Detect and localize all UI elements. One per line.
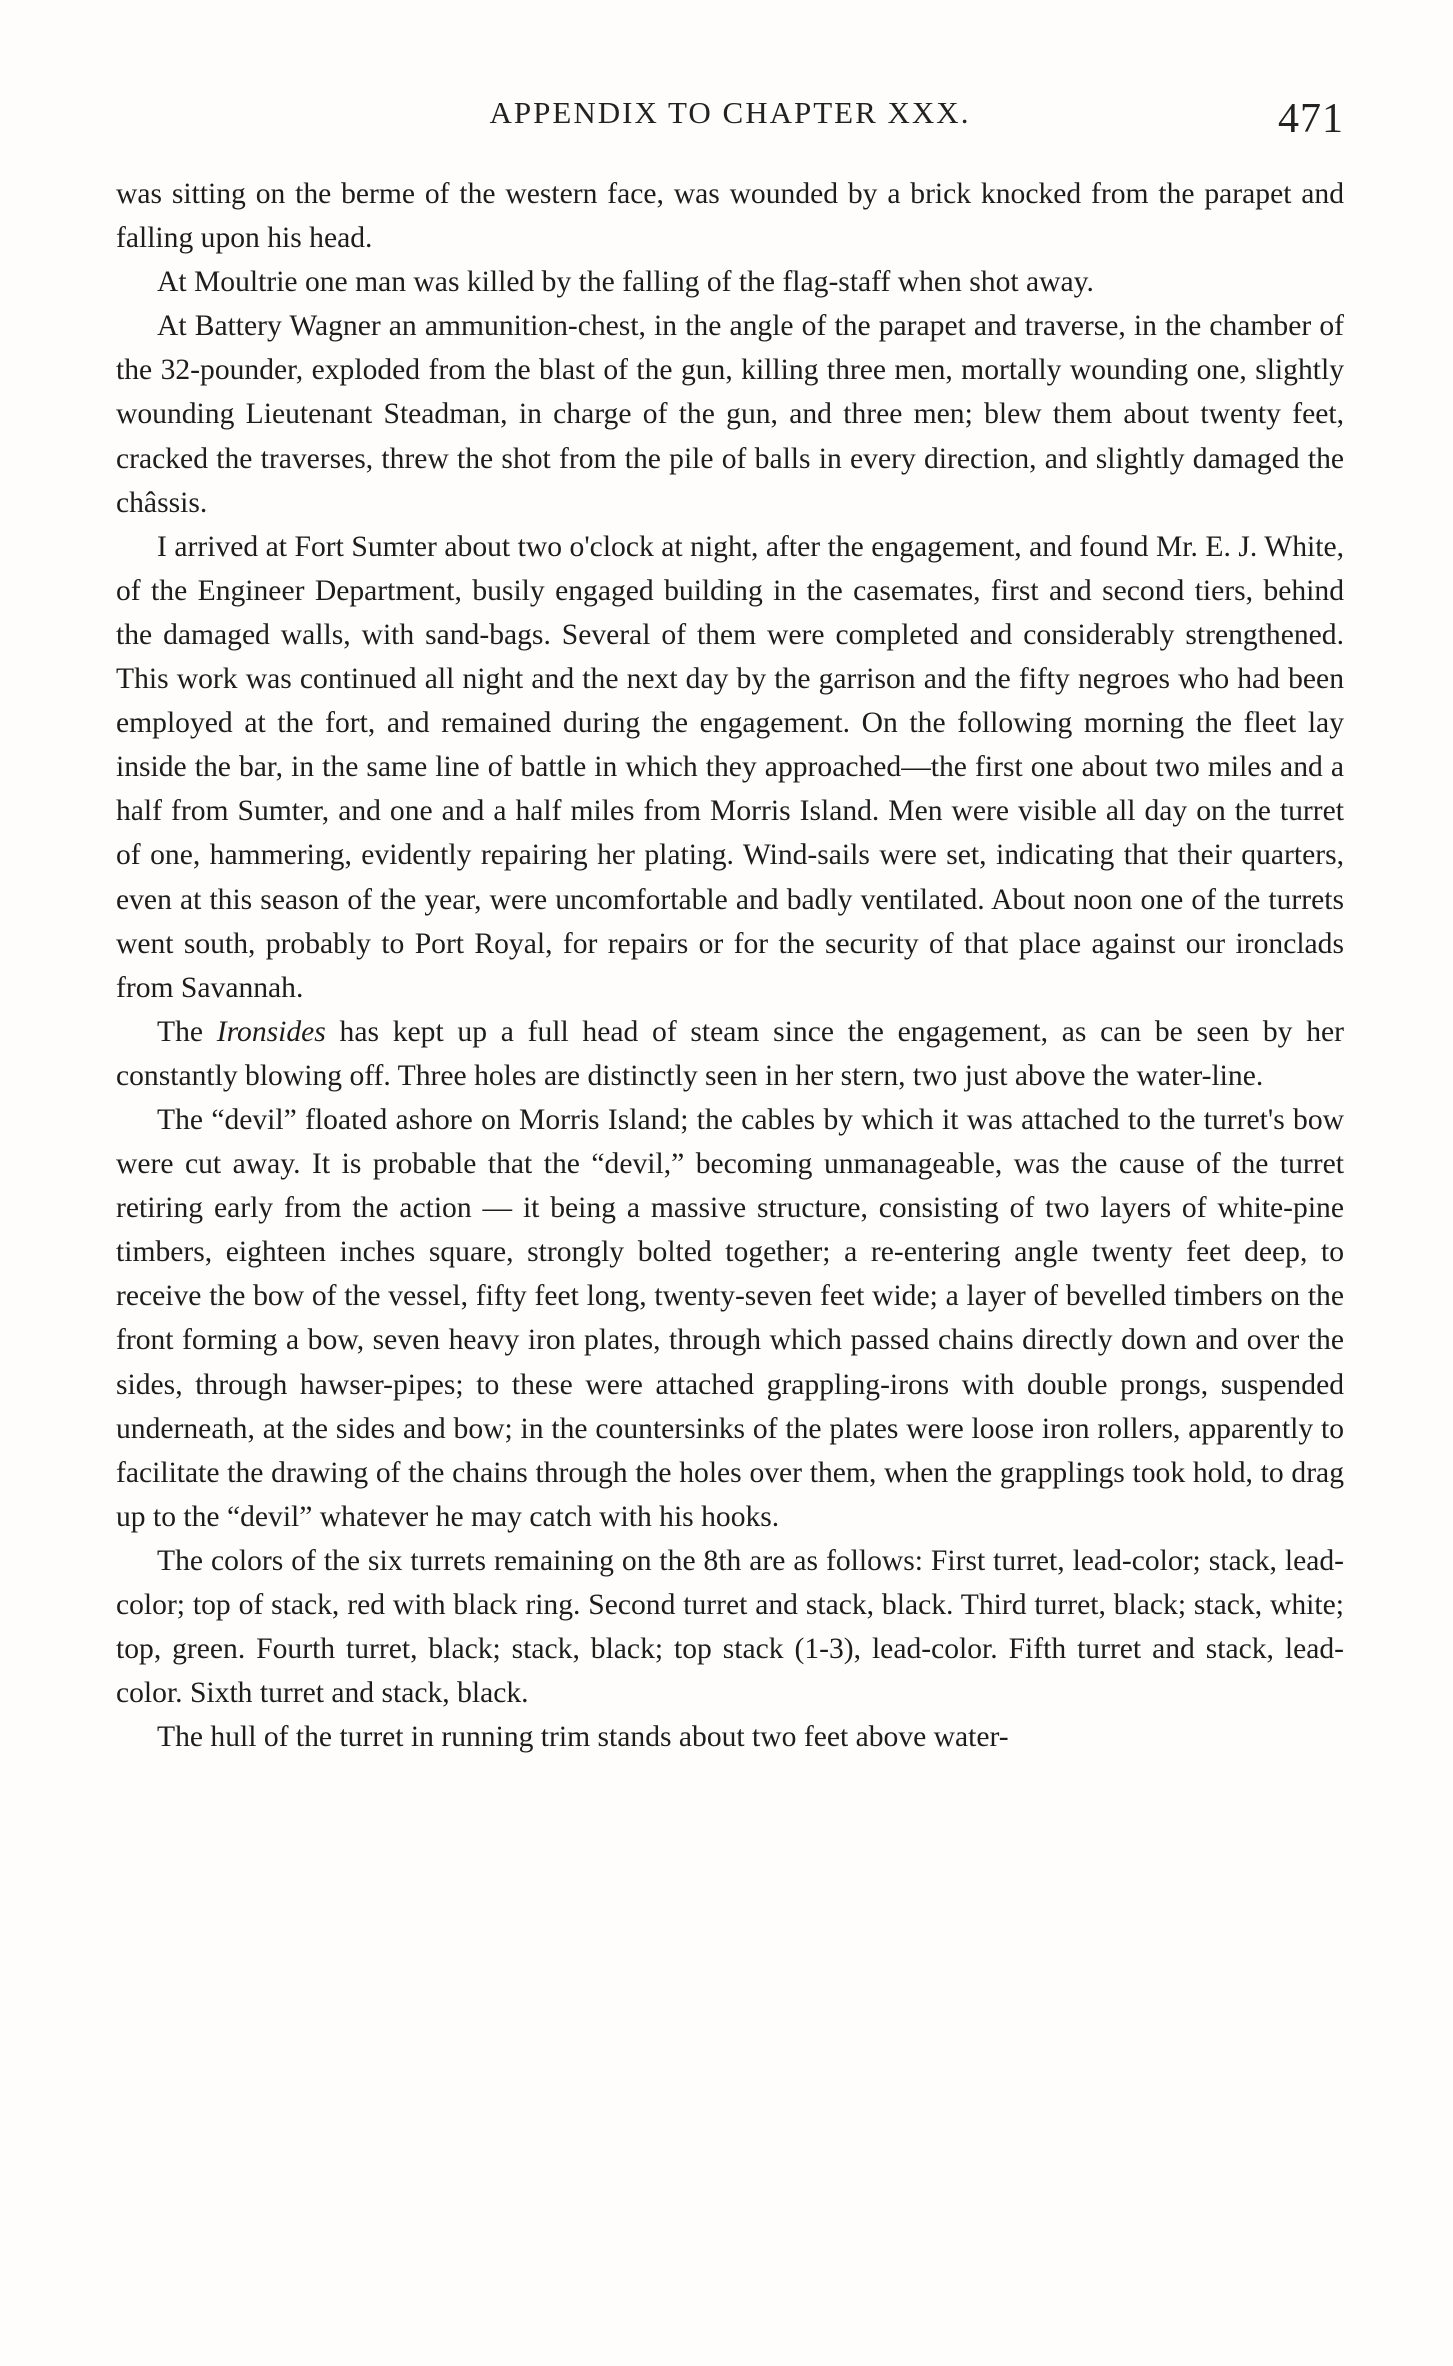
paragraph-7: The colors of the six turrets remaining on the 8th are as follows: First turret, lead-color; stack, lead-color; top of stack, red with black ring. Second turret and stack, black. Third turret, black; stack, white; top, green. Fourth turret, black; stack, black; top stack (1-3), lead-color. Fifth turret and stack, lead-color. Sixth turret and stack, black. (116, 1544, 1344, 1710)
paragraph-1: was sitting on the berme of the western face, was wounded by a brick knocked from the parapet and falling upon his head. (116, 178, 1344, 255)
page-number: 471 (1278, 96, 1344, 142)
paragraph-3: At Battery Wagner an ammunition-chest, in the angle of the parapet and traverse, in the chamber of the 32-pounder, exploded from the blast of the gun, killing three men, mortally wounding one, slightly wounding Lieutenant Steadman, in charge of the gun, and three men; blew them about twenty feet, cracked the traverses, threw the shot from the pile of balls in every direction, and slightly damaged the châssis. (116, 310, 1344, 519)
paragraph-5-rest: has kept up a full head of steam since the engagement, as can be seen by her constantly blowing off. Three holes are distinctly seen in her stern, two just above the water-line. (116, 1015, 1344, 1092)
body-text (116, 172, 1344, 1759)
page-header (116, 95, 1344, 145)
paragraph-8: The hull of the turret in running trim stands about two feet above water- (157, 1721, 1009, 1754)
running-head: APPENDIX TO CHAPTER XXX. (489, 95, 971, 130)
paragraph-4: I arrived at Fort Sumter about two o'clock at night, after the engagement, and found Mr. E. J. White, of the Engineer Department, busily engaged building in the casemates, first and second tiers, behind the damaged walls, with sand-bags. Several of them were completed and considerably strengthened. This work was continued all night and the next day by the garrison and the fifty negroes who had been employed at the fort, and remained during the engagement. On the following morning the fleet lay inside the bar, in the same line of battle in which they approached—the first one about two miles and a half from Sumter, and one and a half miles from Morris Island. Men were visible all day on the turret of one, hammering, evidently repairing her plating. Wind-sails were set, indicating that their quarters, even at this season of the year, were uncomfortable and badly ventilated. About noon one of the turrets went south, probably to Port Royal, for repairs or for the security of that place against our ironclads from Savannah. (116, 530, 1344, 1004)
paragraph-6: The “devil” floated ashore on Morris Island; the cables by which it was attached to the turret's bow were cut away. It is probable that the “devil,” becoming unmanageable, was the cause of the turret retiring early from the action — it being a massive structure, consisting of two layers of white-pine timbers, eighteen inches square, strongly bolted together; a re-entering angle twenty feet deep, to receive the bow of the vessel, fifty feet long, twenty-seven feet wide; a layer of bevelled timbers on the front forming a bow, seven heavy iron plates, through which passed chains directly down and over the sides, through hawser-pipes; to these were attached grappling-irons with double prongs, suspended underneath, at the sides and bow; in the countersinks of the plates were loose iron rollers, apparently to facilitate the drawing of the chains through the holes over them, when the grapplings took hold, to drag up to the “devil” whatever he may catch with his hooks. (116, 1103, 1344, 1533)
ship-name-ironsides: Ironsides (216, 1015, 326, 1048)
paragraph-5 (116, 1010, 1344, 1098)
paragraph-5-lead: The (157, 1015, 217, 1048)
paragraph-2: At Moultrie one man was killed by the falling of the flag-staff when shot away. (157, 266, 1094, 299)
